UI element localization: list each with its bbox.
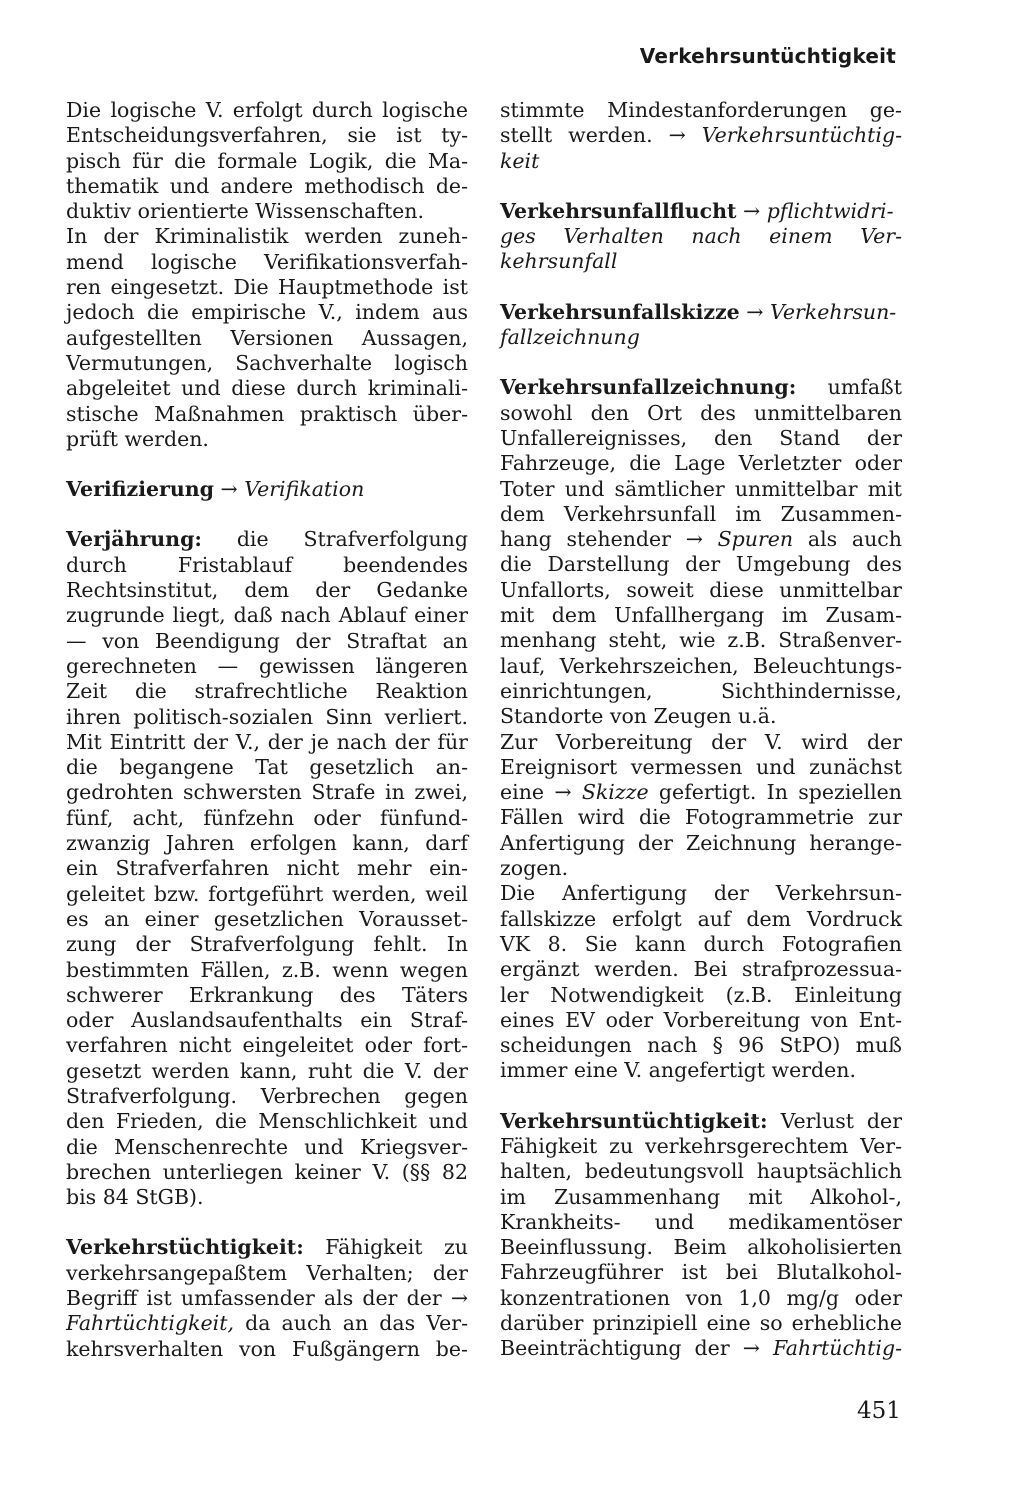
entry-term: Verkehrstüchtigkeit: bbox=[66, 1235, 304, 1260]
text-line bbox=[500, 805, 902, 830]
text-line bbox=[66, 1033, 468, 1058]
text-line bbox=[500, 856, 902, 881]
text-line bbox=[66, 856, 468, 881]
line-text: es an einer gesetzlichen Vorausset- bbox=[66, 906, 468, 931]
text-line bbox=[66, 1337, 468, 1362]
see-arrow: Fähigkeit zu bbox=[303, 1235, 468, 1260]
line-text: einrichtungen, Sichthindernisse, bbox=[500, 678, 902, 703]
line-text: im Zusammenhang mit Alkohol-, bbox=[500, 1184, 902, 1209]
line-text: ler Notwendigkeit (z.B. Einleitung bbox=[500, 982, 902, 1007]
text-line bbox=[66, 603, 468, 628]
line-text: abgeleitet und diese durch kriminali- bbox=[66, 376, 468, 401]
line-text: pisch für die formale Logik, die Ma- bbox=[66, 148, 468, 173]
line-text: gefertigt. In speziellen bbox=[648, 780, 902, 805]
line-text: Vermutungen, Sachverhalte logisch bbox=[66, 350, 468, 375]
text-line bbox=[66, 679, 468, 704]
text-line bbox=[500, 224, 902, 249]
line-text: In der Kriminalistik werden zuneh- bbox=[66, 224, 468, 249]
text-line bbox=[66, 1286, 468, 1311]
paragraph-gap bbox=[66, 1210, 468, 1235]
text-line bbox=[500, 1311, 902, 1336]
text-line bbox=[66, 553, 468, 578]
line-text: lauf, Verkehrszeichen, Beleuchtungs- bbox=[500, 653, 902, 678]
cross-reference: Skizze bbox=[581, 780, 649, 805]
text-line bbox=[500, 451, 902, 476]
line-text: verkehrsangepaßtem Verhalten; der bbox=[66, 1260, 468, 1285]
text-line bbox=[66, 1311, 468, 1336]
text-line bbox=[500, 932, 902, 957]
text-line bbox=[500, 1235, 902, 1260]
line-text: Strafverfolgung. Verbrechen gegen bbox=[66, 1083, 468, 1108]
text-line bbox=[66, 882, 468, 907]
line-text: menhang steht, wie z.B. Straßenver- bbox=[500, 628, 902, 653]
line-text: die Menschenrechte und Kriegsver- bbox=[66, 1134, 468, 1159]
text-line bbox=[66, 477, 468, 502]
text-line bbox=[500, 249, 902, 274]
line-text: Mit Eintritt der V., der je nach der für bbox=[66, 729, 468, 754]
line-text: die begangene Tat gesetzlich an- bbox=[66, 755, 468, 780]
text-line bbox=[66, 199, 468, 224]
see-arrow: Verlust der bbox=[767, 1108, 902, 1133]
text-line bbox=[500, 578, 902, 603]
paragraph-gap bbox=[500, 275, 902, 300]
text-line bbox=[66, 224, 468, 249]
text-line bbox=[500, 957, 902, 982]
text-line bbox=[500, 1260, 902, 1285]
see-arrow: → bbox=[213, 477, 245, 502]
line-text: mend logische Verifikationsverfah- bbox=[66, 249, 468, 274]
line-text: VK 8. Sie kann durch Fotografien bbox=[500, 931, 902, 956]
line-text: Die logische V. erfolgt durch logische bbox=[66, 98, 468, 122]
cross-reference: pflichtwidri- bbox=[766, 198, 894, 223]
line-text: dem Verkehrsunfall im Zusammen- bbox=[500, 501, 902, 526]
line-text: gedrohten schwersten Strafe in zwei, bbox=[66, 780, 468, 805]
text-line bbox=[66, 376, 468, 401]
line-text: Begriff ist umfassender als der der → bbox=[66, 1286, 468, 1311]
text-line bbox=[66, 149, 468, 174]
text-line bbox=[500, 552, 902, 577]
line-text: mit dem Unfallhergang im Zusam- bbox=[500, 603, 902, 628]
line-text: darüber prinzipiell eine so erhebliche bbox=[500, 1311, 902, 1336]
line-text: brechen unterliegen keiner V. (§§ 82 bbox=[66, 1159, 468, 1184]
text-line bbox=[500, 730, 902, 755]
line-text: aufgestellten Versionen Aussagen, bbox=[66, 325, 468, 350]
line-text: Krankheits- und medikamentöser bbox=[500, 1209, 902, 1234]
line-text: Anfertigung der Zeichnung herange- bbox=[500, 830, 902, 855]
text-line bbox=[500, 1058, 902, 1083]
line-text: durch Fristablauf beendendes bbox=[66, 552, 468, 577]
text-line bbox=[500, 527, 902, 552]
paragraph-gap bbox=[500, 174, 902, 199]
line-text: Fällen wird die Fotogrammetrie zur bbox=[500, 805, 902, 830]
line-text: als auch bbox=[793, 527, 902, 552]
line-text: gerechneten — gewissen längeren bbox=[66, 653, 468, 678]
line-text: Zur Vorbereitung der V. wird der bbox=[500, 729, 902, 754]
text-line bbox=[66, 958, 468, 983]
line-text: Fahrzeugführer ist bei Blutalkohol- bbox=[500, 1260, 902, 1285]
entry-term: Verifizierung bbox=[66, 477, 214, 502]
entry-term: Verkehrsunfallflucht bbox=[500, 198, 737, 223]
text-line bbox=[500, 628, 902, 653]
text-line bbox=[500, 831, 902, 856]
line-text: die Darstellung der Umgebung des bbox=[500, 552, 902, 577]
text-line bbox=[66, 275, 468, 300]
line-text: immer eine V. angefertigt werden. bbox=[500, 1058, 856, 1083]
text-line bbox=[66, 402, 468, 427]
line-text: verfahren nicht eingeleitet oder fort- bbox=[66, 1033, 468, 1058]
text-line bbox=[500, 1134, 902, 1159]
left-column bbox=[66, 98, 468, 1362]
text-line bbox=[500, 325, 902, 350]
line-text: Beeinträchtigung der → bbox=[500, 1336, 773, 1361]
line-text: Toter und sämtlicher unmittelbar mit bbox=[500, 476, 902, 501]
text-line bbox=[500, 1159, 902, 1184]
text-line bbox=[66, 983, 468, 1008]
text-line bbox=[66, 806, 468, 831]
line-text: oder Auslandsaufenthalts ein Straf- bbox=[66, 1008, 468, 1033]
line-text: Rechtsinstitut, dem der Gedanke bbox=[66, 578, 468, 603]
text-line bbox=[500, 755, 902, 780]
right-column bbox=[500, 98, 902, 1362]
line-text: ergänzt werden. Bei strafprozessua- bbox=[500, 957, 902, 982]
entry-term: Verkehrsunfallskizze bbox=[500, 299, 740, 324]
line-text: sowohl den Ort des unmittelbaren bbox=[500, 400, 902, 425]
see-arrow: → bbox=[736, 198, 767, 223]
line-text: Zeit die strafrechtliche Reaktion bbox=[66, 679, 468, 704]
line-text: stimmte Mindestanforderungen ge- bbox=[500, 98, 902, 122]
line-text: konzentrationen von 1,0 mg/g oder bbox=[500, 1285, 902, 1310]
paragraph-gap bbox=[500, 1084, 902, 1109]
page-number: 451 bbox=[857, 1398, 901, 1424]
cross-reference: Verifikation bbox=[244, 477, 365, 502]
cross-reference: Verkehrsun- bbox=[769, 299, 897, 324]
text-line bbox=[500, 477, 902, 502]
line-text: ren eingesetzt. Die Hauptmethode ist bbox=[66, 275, 468, 300]
text-line bbox=[66, 1160, 468, 1185]
text-line bbox=[500, 881, 902, 906]
line-text: Unfallereignisses, den Stand der bbox=[500, 425, 902, 450]
line-text: — von Beendigung der Straftat an bbox=[66, 628, 468, 653]
line-text: Die Anfertigung der Verkehrsun- bbox=[500, 881, 902, 906]
line-text: hang stehender → bbox=[500, 527, 718, 552]
text-line bbox=[500, 426, 902, 451]
cross-reference: Spuren bbox=[717, 527, 794, 552]
text-line bbox=[66, 730, 468, 755]
line-text: Standorte von Zeugen u.ä. bbox=[500, 704, 777, 729]
text-line bbox=[66, 831, 468, 856]
text-line bbox=[66, 98, 468, 123]
text-line bbox=[66, 1084, 468, 1109]
entry-term: Verkehrsuntüchtigkeit: bbox=[500, 1108, 768, 1133]
text-line bbox=[66, 578, 468, 603]
line-text: stische Maßnahmen praktisch über- bbox=[66, 401, 468, 426]
line-text: bis 84 StGB). bbox=[66, 1185, 204, 1210]
text-line bbox=[66, 300, 468, 325]
text-line bbox=[500, 1008, 902, 1033]
text-line bbox=[66, 1135, 468, 1160]
text-line bbox=[66, 1235, 468, 1260]
text-line bbox=[500, 98, 902, 123]
text-line bbox=[66, 1185, 468, 1210]
text-line bbox=[66, 1109, 468, 1134]
cross-reference: keit bbox=[500, 148, 540, 173]
text-line bbox=[66, 654, 468, 679]
text-line bbox=[500, 1109, 902, 1134]
line-text: zung der Strafverfolgung fehlt. In bbox=[66, 932, 468, 957]
running-header: Verkehrsuntüchtigkeit bbox=[639, 44, 896, 68]
line-text: prüft werden. bbox=[66, 426, 209, 451]
text-line bbox=[66, 1261, 468, 1286]
line-text: Fähigkeit zu verkehrsgerechtem Ver- bbox=[500, 1133, 902, 1158]
text-line bbox=[500, 654, 902, 679]
text-line bbox=[66, 780, 468, 805]
cross-reference: Verkehrsuntüchtig- bbox=[701, 123, 902, 148]
text-line bbox=[66, 932, 468, 957]
text-line bbox=[500, 603, 902, 628]
line-text: fünf, acht, fünfzehn oder fünfund- bbox=[66, 805, 468, 830]
line-text: zogen. bbox=[500, 856, 569, 881]
text-line bbox=[66, 351, 468, 376]
line-text: jedoch die empirische V., indem aus bbox=[66, 300, 468, 325]
line-text: Fahrzeuge, die Lage Verletzter oder bbox=[500, 451, 902, 476]
text-line bbox=[66, 1008, 468, 1033]
text-line bbox=[500, 679, 902, 704]
cross-reference: kehrsunfall bbox=[500, 249, 618, 274]
paragraph-gap bbox=[66, 452, 468, 477]
text-line bbox=[66, 1059, 468, 1084]
line-text: gesetzt werden kann, ruht die V. der bbox=[66, 1058, 468, 1083]
text-line bbox=[500, 123, 902, 148]
line-text: zugrunde liegt, daß nach Ablauf einer bbox=[66, 603, 468, 628]
text-line bbox=[500, 1336, 902, 1361]
text-line bbox=[500, 1286, 902, 1311]
text-line bbox=[500, 401, 902, 426]
line-text: den Frieden, die Menschlichkeit und bbox=[66, 1109, 468, 1134]
text-line bbox=[500, 983, 902, 1008]
text-line bbox=[500, 1185, 902, 1210]
text-line bbox=[66, 174, 468, 199]
line-text: halten, bedeutungsvoll hauptsächlich bbox=[500, 1159, 902, 1184]
text-line bbox=[66, 427, 468, 452]
line-text: kehrsverhalten von Fußgängern be- bbox=[66, 1336, 468, 1361]
line-text: scheidungen nach § 96 StPO) muß bbox=[500, 1033, 902, 1058]
see-arrow: umfaßt bbox=[796, 375, 902, 400]
text-line bbox=[500, 1033, 902, 1058]
text-line bbox=[66, 629, 468, 654]
cross-reference: ges Verhalten nach einem Ver- bbox=[500, 224, 902, 249]
text-line bbox=[66, 755, 468, 780]
entry-term: Verjährung: bbox=[66, 527, 202, 552]
line-text: schwerer Erkrankung des Täters bbox=[66, 982, 468, 1007]
line-text: eines EV oder Vorbereitung von Ent- bbox=[500, 1007, 902, 1032]
paragraph-gap bbox=[500, 350, 902, 375]
line-text: Entscheidungsverfahren, sie ist ty- bbox=[66, 123, 468, 148]
line-text: bestimmten Fällen, z.B. wenn wegen bbox=[66, 957, 468, 982]
see-arrow: → bbox=[739, 299, 770, 324]
see-arrow: die Strafverfolgung bbox=[201, 527, 468, 552]
text-line bbox=[500, 300, 902, 325]
text-line bbox=[66, 527, 468, 552]
cross-reference: Fahrtüchtig- bbox=[772, 1336, 902, 1361]
text-line bbox=[66, 326, 468, 351]
entry-term: Verkehrsunfallzeichnung: bbox=[500, 375, 797, 400]
cross-reference: Fahrtüchtigkeit, bbox=[66, 1311, 234, 1336]
line-text: da auch an das Ver- bbox=[233, 1311, 468, 1336]
cross-reference: fallzeichnung bbox=[500, 325, 640, 350]
text-line bbox=[66, 907, 468, 932]
text-line bbox=[66, 123, 468, 148]
line-text: stellt werden. → bbox=[500, 123, 702, 148]
text-line bbox=[500, 780, 902, 805]
line-text: ihren politisch-sozialen Sinn verliert. bbox=[66, 704, 468, 729]
text-line bbox=[500, 375, 902, 400]
text-line bbox=[500, 907, 902, 932]
line-text: ein Strafverfahren nicht mehr ein- bbox=[66, 856, 468, 881]
line-text: duktiv orientierte Wissenschaften. bbox=[66, 199, 425, 224]
line-text: Ereignisort vermessen und zunächst bbox=[500, 754, 902, 779]
line-text: eine → bbox=[500, 780, 582, 805]
line-text: Beeinflussung. Beim alkoholisierten bbox=[500, 1235, 902, 1260]
line-text: Unfallorts, soweit diese unmittelbar bbox=[500, 577, 902, 602]
text-line bbox=[66, 250, 468, 275]
line-text: zwanzig Jahren erfolgen kann, darf bbox=[66, 831, 468, 856]
text-line bbox=[500, 149, 902, 174]
text-line bbox=[500, 199, 902, 224]
text-line bbox=[500, 502, 902, 527]
text-line bbox=[500, 704, 902, 729]
text-line bbox=[500, 1210, 902, 1235]
line-text: geleitet bzw. fortgeführt werden, weil bbox=[66, 881, 468, 906]
text-line bbox=[66, 705, 468, 730]
paragraph-gap bbox=[66, 502, 468, 527]
line-text: thematik und andere methodisch de- bbox=[66, 173, 468, 198]
line-text: fallskizze erfolgt auf dem Vordruck bbox=[500, 906, 902, 931]
